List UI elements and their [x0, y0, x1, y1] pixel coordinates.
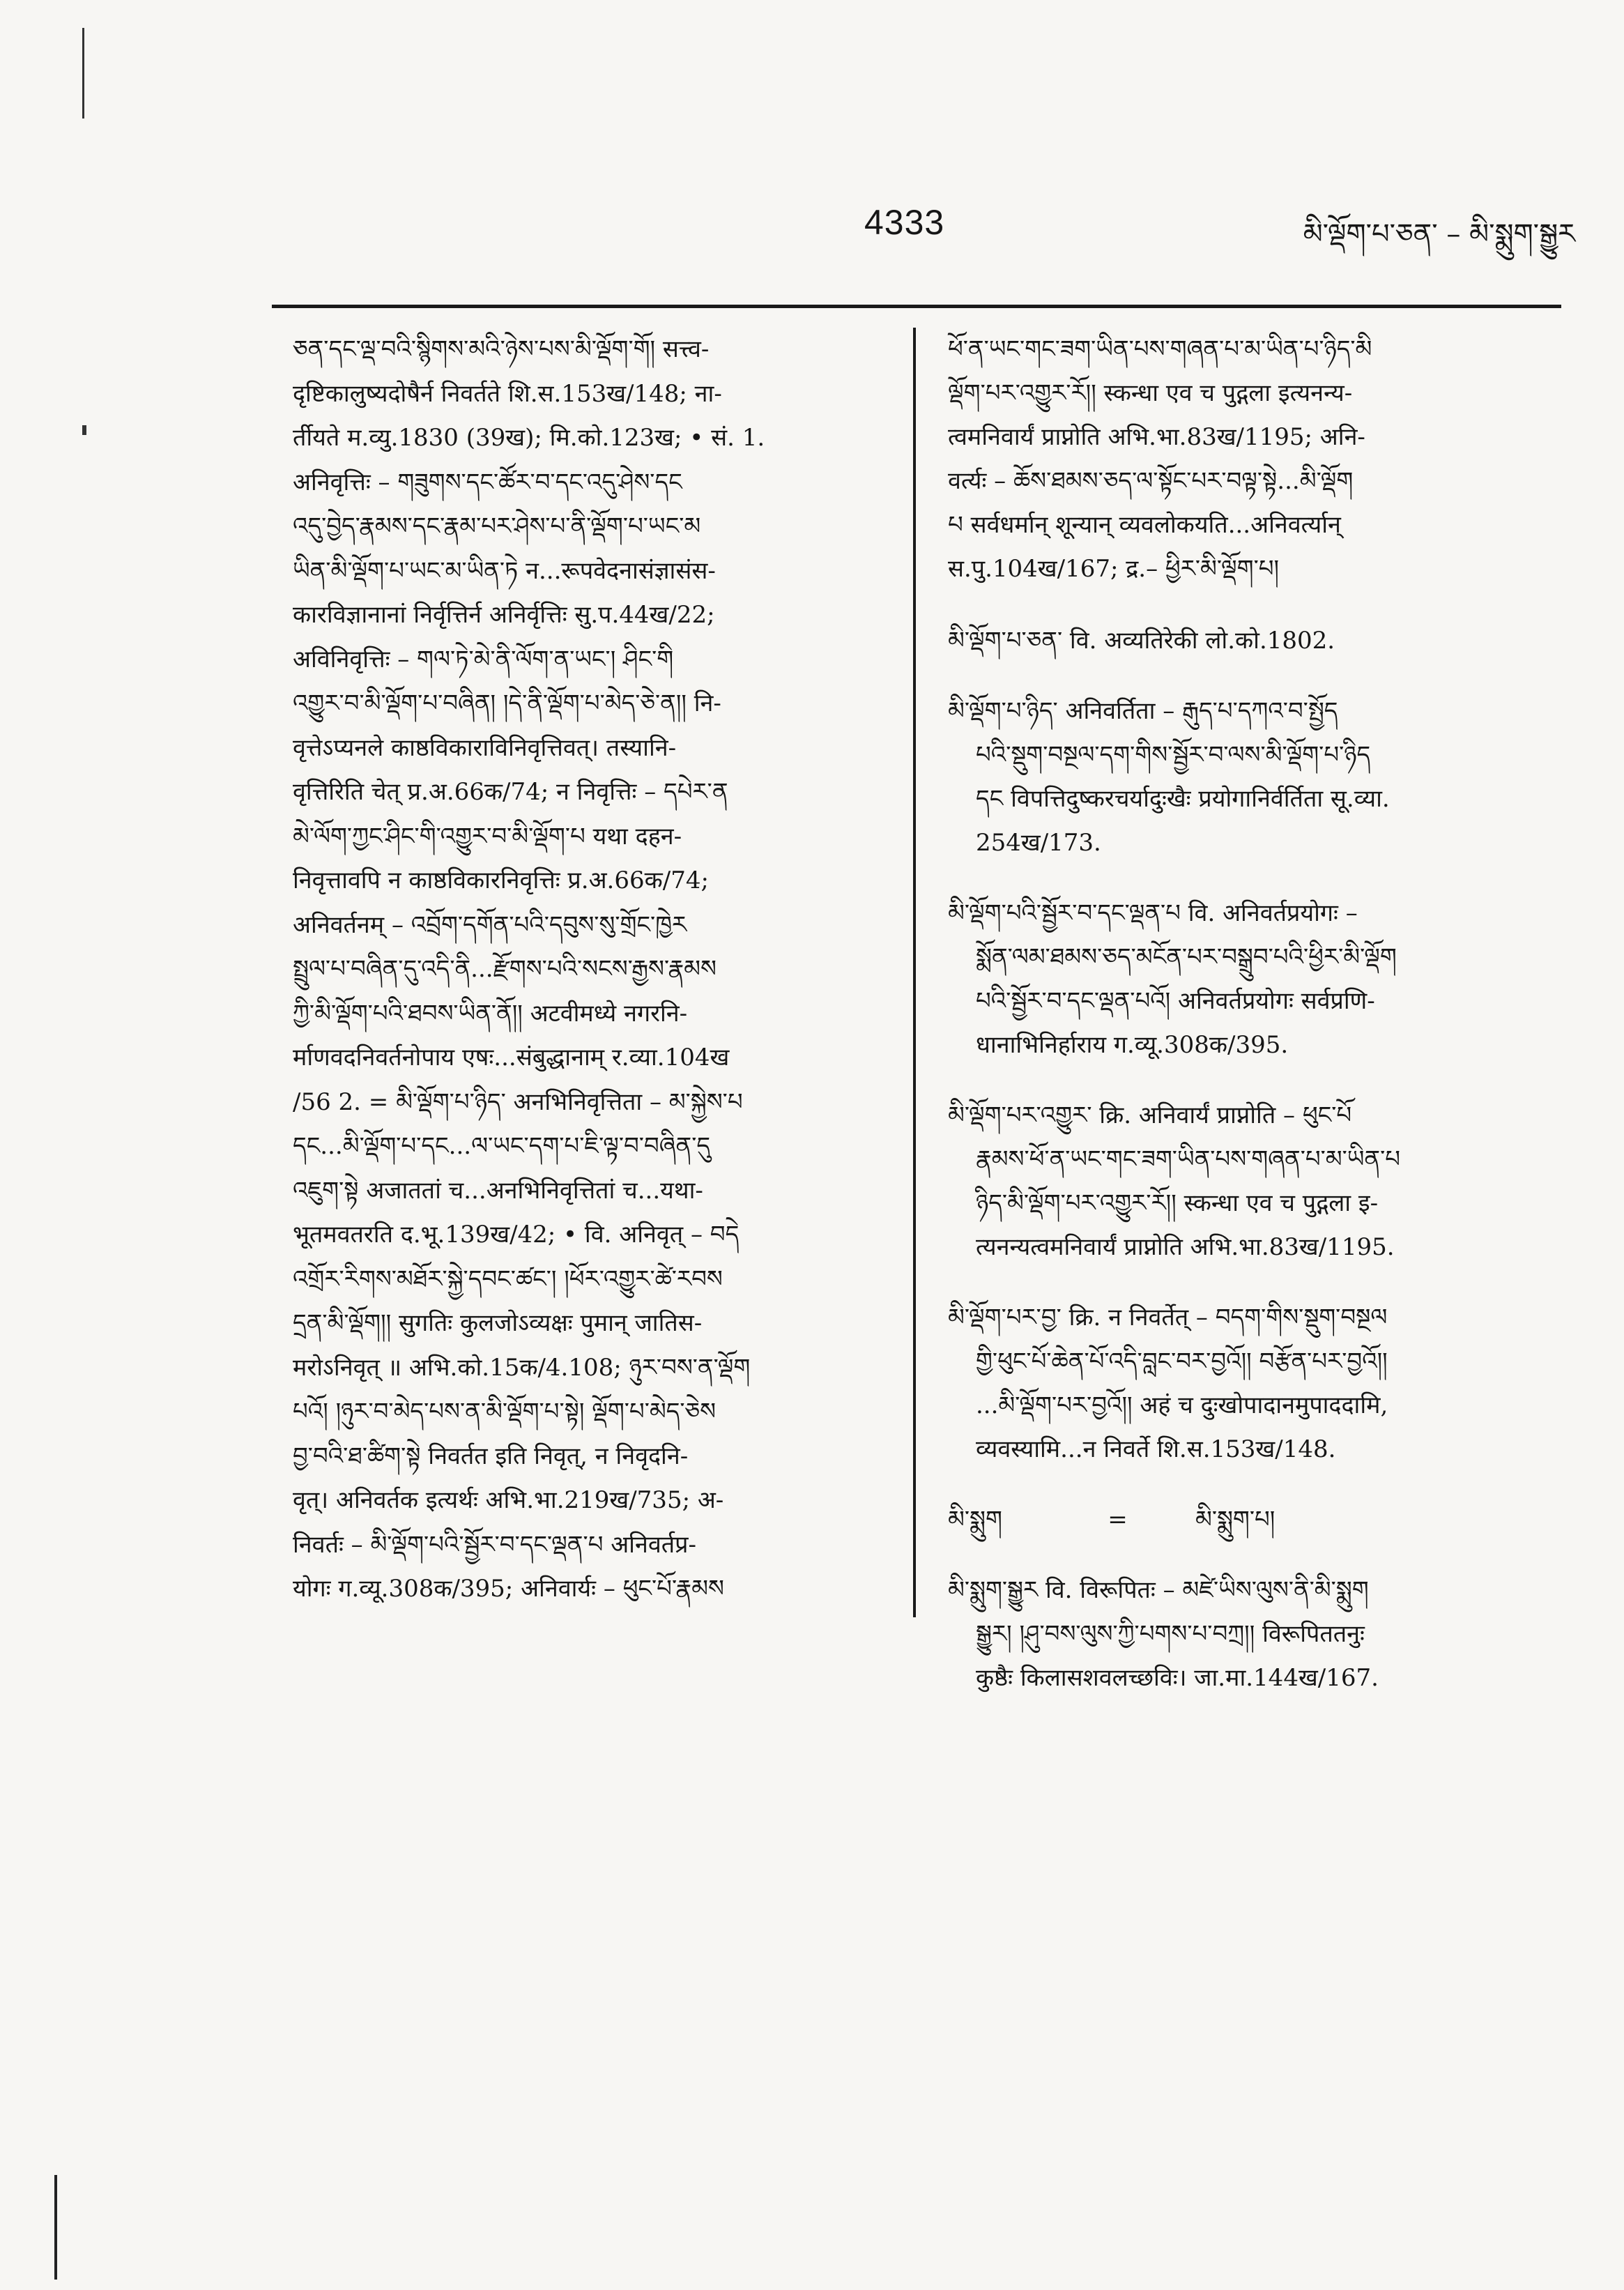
scan-margin-mark	[82, 28, 84, 119]
text-line: འགྲོར་རིགས་མཐོར་སྐྱེ་དབང་ཚང་། །ཕོར་འགྱུར་ཚེ་རབས	[293, 1265, 723, 1293]
text-line: अनिवृत्तिः – གཟུགས་དང་ཚོར་བ་དང་འདུ་ཤེས་དང	[293, 468, 682, 496]
text-line: त्वमनिवार्यं प्राप्नोति अभि.भा.83ख/1195; अनि-	[948, 423, 1365, 451]
text-line: འཇུག་སྟེ अजाततां च...अनभिनिवृत्तितां च...यथा-	[293, 1176, 703, 1205]
text-line: अनिवर्तनम् – འབྲོག་དགོན་པའི་དབུས་སུ་གྲོང་ཁྱེར	[293, 910, 687, 939]
text-line: དང विपत्तिदुष्करचर्यादुःखैः प्रयोगानिर्वर्तिता सू.व्या.	[976, 785, 1390, 813]
dictionary-entry	[948, 689, 1554, 865]
entry-headword-line: མི་ལྡོག་པ་ཉིད་ अनिवर्तिता – རྒུད་པ་དཀའ་བ་སྤྱོད	[948, 697, 1338, 725]
text-line: वृत्। अनिवर्तक इत्यर्थः अभि.भा.219ख/735; अ-	[293, 1486, 724, 1514]
text-line: གྱི་ཕུང་པོ་ཆེན་པོ་འདི་བླང་བར་བྱའོ།། བརྩོན་པར་བྱའོ།།	[976, 1348, 1388, 1375]
text-line: ཀྱི་མི་ལྡོག་པའི་ཐབས་ཡིན་ནོ།། अटवीमध्ये नगरनि-	[293, 999, 688, 1028]
scan-margin-mark	[82, 425, 86, 435]
text-line: वर्त्यः – ཆོས་ཐམས་ཅད་ལ་སྟོང་པར་བལྟ་སྟེ...མི་ལྡོག	[948, 467, 1354, 495]
text-line: པའི་སྡུག་བསྔལ་དག་གིས་སྦྱོར་བ་ལས་མི་ལྡོག་པ་ཉིད	[976, 741, 1371, 769]
running-head: མི་ལྡོག་པ་ཅན་ – མི་སྨུག་སྒྱུར	[1303, 218, 1575, 250]
text-line: ཕོ་ན་ཡང་གང་ཟག་ཡིན་པས་གཞན་པ་མ་ཡིན་པ་ཉིད་མི	[948, 335, 1372, 363]
left-column	[293, 328, 878, 1612]
text-line: བྱ་བའི་ཐ་ཚིག་སྟེ निवर्तत इति निवृत्, न निवृदनि-	[293, 1442, 689, 1470]
text-line: /56 2. = མི་ལྡོག་པ་ཉིད་ अनभिनिवृत्तिता – མ་སྐྱེས་པ	[293, 1087, 743, 1116]
text-line: कुष्ठैः किलासशवलच्छविः। जा.मा.144ख/167.	[976, 1664, 1379, 1692]
text-line: ལྡོག་པར་འགྱུར་རོ།། स्कन्धा एव च पुद्गला इत्यनन्य-	[948, 379, 1353, 407]
text-line: धानाभिनिर्हाराय ग.व्यू.308क/395.	[976, 1031, 1289, 1059]
scan-corner-mark	[54, 2175, 67, 2280]
text-line: ཅན་དང་ལྡ་བའི་སྙིགས་མའི་ཉེས་པས་མི་ལྡོག་གོ། सत्त्व-	[293, 335, 710, 363]
text-line: योगः ग.व्यू.308क/395; अनिवार्यः – ཕུང་པོ་རྣམས	[293, 1575, 724, 1603]
column-divider	[913, 328, 916, 1617]
dictionary-entry	[948, 1094, 1554, 1269]
entry-headword-line: མི་ལྡོག་པར་འགྱུར་ क्रि. अनिवार्यं प्राप्नोति – ཕུང་པོ	[948, 1101, 1352, 1129]
text-line: འགྱུར་བ་མི་ལྡོག་པ་བཞིན། །དེ་ནི་ལྡོག་པ་མེད་ཅེ་ན།། नि-	[293, 689, 721, 717]
text-line: व्यवस्यामि...न निवर्ते शि.स.153ख/148.	[976, 1435, 1336, 1463]
text-line: སྒྱུར། །ཤུ་བས་ལུས་ཀྱི་པགས་པ་བཀྲ།། विरूपिततनुः	[976, 1620, 1365, 1648]
entry-headword-line: མི་སྨུག = མི་སྨུག་པ།	[948, 1506, 1276, 1534]
text-line: དྲན་མི་ལྡོག།། सुगतिः कुलजोऽव्यक्षः पुमान् जातिस-	[293, 1309, 703, 1337]
entry-headword-line: མི་ལྡོག་པར་བྱ་ क्रि. न निवर्तेत् – བདག་གིས་སྡུག་བསྔལ	[948, 1304, 1388, 1331]
right-column	[948, 328, 1554, 1727]
text-line: པའོ། །ཉུར་བ་མེད་པས་ན་མི་ལྡོག་པ་སྟེ། ལྡོག་པ་མེད་ཅེས	[293, 1398, 717, 1426]
dictionary-entry	[948, 1296, 1554, 1472]
text-line: वृत्तेऽप्यनले काष्ठविकाराविनिवृत्तिवत्। तस्यानि-	[293, 733, 677, 762]
dictionary-entry	[948, 328, 1554, 591]
text-line: པ सर्वधर्मान् शून्यान् व्यवलोकयति...अनिवर्त्यान्	[948, 511, 1341, 539]
text-line: निवृत्तावपि न काष्ठविकारनिवृत्तिः प्र.अ.66क/74;	[293, 867, 709, 894]
text-line: རྣམས་ཕོ་ན་ཡང་གང་ཟག་ཡིན་པས་གཞན་པ་མ་ཡིན་པ	[976, 1145, 1401, 1173]
text-line: त्यनन्यत्वमनिवार्यं प्राप्नोति अभि.भा.83ख/1195.	[976, 1233, 1395, 1261]
text-line: པའི་སྦྱོར་བ་དང་ལྡན་པའོ། अनिवर्तप्रयोगः सर्वप्रणि-	[976, 987, 1375, 1015]
entry-headword-line: མི་ལྡོག་པ་ཅན་ वि. अव्यतिरेकी लो.को.1802.	[948, 627, 1335, 655]
page-number: 4333	[864, 203, 945, 242]
text-line: 254ख/173.	[976, 829, 1101, 857]
text-line: वृत्तिरिति चेत् प्र.अ.66क/74; न निवृत्तिः – དཔེར་ན	[293, 778, 728, 806]
text-line: मरोऽनिवृत् ॥ अभि.को.15क/4.108; ཉུར་བས་ན་ལྡོག	[293, 1353, 751, 1382]
text-line: अविनिवृत्तिः – གལ་ཏེ་མེ་ནི་ལོག་ན་ཡང་། ཤིང་གི	[293, 645, 674, 673]
text-line: कारविज्ञानानां निर्वृत्तिर्न अनिर्वृत्तिः सु.प.44ख/22;	[293, 601, 715, 629]
text-line: སྨོན་ལམ་ཐམས་ཅད་མངོན་པར་བསྒྲུབ་པའི་ཕྱིར་མི་ལྡོག	[976, 943, 1397, 971]
dictionary-entry	[948, 1568, 1554, 1700]
text-line: भूतमवतरति द.भू.139ख/42; • वि. अनिवृत् – བདེ	[293, 1221, 740, 1249]
text-line: སྤྲུལ་པ་བཞིན་དུ་འདི་ནི...རྫོགས་པའི་སངས་རྒྱས་རྣམས	[293, 955, 717, 983]
dictionary-entry	[948, 1498, 1554, 1542]
text-line: དང...མི་ལྡོག་པ་དང...ལ་ཡང་དག་པ་ཇི་ལྟ་བ་བཞིན་དུ	[293, 1132, 711, 1160]
text-line: स.पु.104ख/167; द्र.– ཕྱིར་མི་ལྡོག་པ།	[948, 555, 1280, 583]
text-line: ...མི་ལྡོག་པར་བྱའོ།། अहं च दुःखोपादानमुपाददामि,	[976, 1391, 1388, 1419]
text-line: ཡིན་མི་ལྡོག་པ་ཡང་མ་ཡིན་ཏེ न...रूपवेदनासंज्ञासंस-	[293, 556, 716, 585]
entry-headword-line: མི་ལྡོག་པའི་སྦྱོར་བ་དང་ལྡན་པ वि. अनिवर्तप्रयोगः –	[948, 899, 1358, 927]
text-line: निवर्तः – མི་ལྡོག་པའི་སྦྱོར་བ་དང་ལྡན་པ अनिवर्तप्र-	[293, 1530, 696, 1559]
entry-headword-line: མི་སྨུག་སྒྱུར वि. विरूपितः – མཛེ་ཡིས་ལུས་ནི་མི་སྨུག	[948, 1576, 1369, 1604]
text-line: र्तीयते म.व्यु.1830 (39ख); मि.को.123ख; • सं. 1.	[293, 424, 765, 452]
text-line: མེ་ལོག་ཀྱང་ཤིང་གི་འགྱུར་བ་མི་ལྡོག་པ यथा दहन-	[293, 822, 682, 850]
dictionary-entry	[948, 619, 1554, 663]
text-line: र्माणवदनिवर्तनोपाय एषः...संबुद्धानाम् र.व्या.104ख	[293, 1044, 730, 1071]
text-line: ཉིད་མི་ལྡོག་པར་འགྱུར་རོ།། स्कन्धा एव च पुद्गला इ-	[976, 1189, 1379, 1217]
dictionary-entry	[948, 892, 1554, 1067]
text-line: दृष्टिकालुष्यदोषैर्न निवर्तते शि.स.153ख/148; ना-	[293, 379, 722, 408]
header-rule	[272, 305, 1561, 308]
text-line: འདུ་བྱེད་རྣམས་དང་རྣམ་པར་ཤེས་པ་ནི་ལྡོག་པ་ཡང་མ	[293, 512, 701, 540]
